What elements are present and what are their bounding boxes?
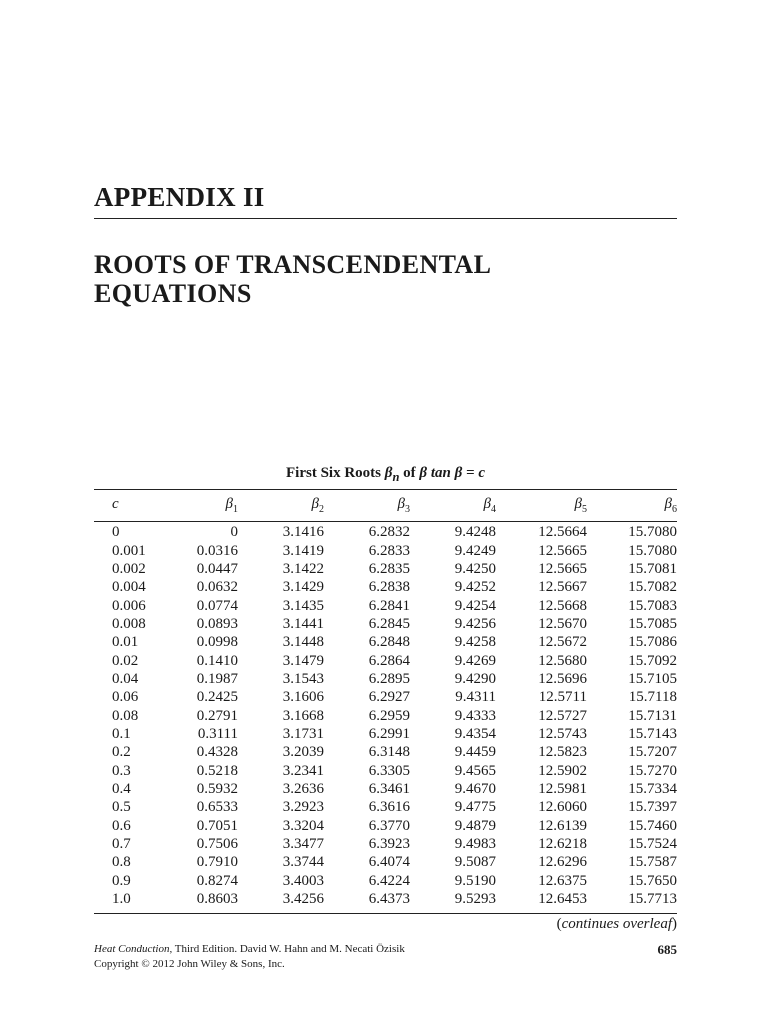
header-beta-5: $\beta_5$ — [574, 496, 587, 515]
cell-beta-1: 0.5932 — [196, 780, 238, 797]
cell-beta-1: 0.7910 — [196, 854, 238, 871]
cell-beta-1: 0.7051 — [196, 817, 238, 834]
table-row — [94, 706, 677, 724]
cell-beta-2: 3.1441 — [282, 615, 324, 632]
cell-beta-6: 15.7270 — [628, 762, 677, 779]
cell-beta-4: 9.4333 — [454, 707, 496, 724]
table-row — [94, 725, 677, 743]
chapter-title-line-2: EQUATIONS — [94, 279, 252, 308]
cell-beta-5: 12.5743 — [538, 725, 587, 742]
cell-beta-2: 3.3204 — [282, 817, 324, 834]
cell-beta-6: 15.7713 — [628, 891, 677, 908]
cell-beta-6: 15.7118 — [628, 689, 677, 706]
cell-beta-3: 6.3616 — [368, 799, 410, 816]
cell-c: 0 — [112, 524, 120, 541]
cell-beta-4: 9.4249 — [454, 542, 496, 559]
table-row — [94, 633, 677, 651]
cell-beta-1: 0.1410 — [196, 652, 238, 669]
cell-c: 0.5 — [112, 799, 131, 816]
cell-beta-6: 15.7397 — [628, 799, 677, 816]
cell-beta-4: 9.4290 — [454, 670, 496, 687]
appendix-label: APPENDIX II — [94, 182, 265, 212]
cell-beta-5: 12.6139 — [538, 817, 587, 834]
cell-beta-5: 12.5711 — [538, 689, 587, 706]
cell-beta-4: 9.4269 — [454, 652, 496, 669]
continues-text: continues overleaf — [561, 916, 672, 932]
cell-beta-3: 6.3305 — [368, 762, 410, 779]
cell-beta-3: 6.4074 — [368, 854, 410, 871]
cell-beta-5: 12.5667 — [538, 579, 587, 596]
cell-beta-3: 6.4373 — [368, 891, 410, 908]
footer-citation — [94, 942, 405, 957]
table-row — [94, 872, 677, 890]
header-beta-2: $\beta_2$ — [311, 496, 324, 515]
cell-beta-4: 9.5087 — [454, 854, 496, 871]
cell-beta-5: 12.5670 — [538, 615, 587, 632]
cell-beta-2: 3.2636 — [282, 780, 324, 797]
continues-note: (continues overleaf) — [556, 916, 677, 932]
cell-beta-1: 0.4328 — [196, 744, 238, 761]
cell-beta-4: 9.5293 — [454, 891, 496, 908]
page-footer — [94, 942, 405, 972]
cell-beta-3: 6.2848 — [368, 634, 410, 651]
cell-c: 0.8 — [112, 854, 131, 871]
cell-c: 0.01 — [112, 634, 139, 651]
cell-beta-2: 3.1448 — [282, 634, 324, 651]
cell-beta-1: 0.0893 — [196, 615, 238, 632]
cell-beta-4: 9.4250 — [454, 560, 496, 577]
cell-c: 0.04 — [112, 670, 139, 687]
cell-beta-2: 3.1422 — [282, 560, 324, 577]
cell-beta-3: 6.2833 — [368, 542, 410, 559]
cell-beta-1: 0 — [230, 524, 238, 541]
cell-beta-5: 12.5668 — [538, 597, 587, 614]
header-beta-4: $\beta_4$ — [483, 496, 496, 515]
chapter-title — [94, 250, 491, 308]
cell-beta-5: 12.5665 — [538, 542, 587, 559]
cell-beta-2: 3.2923 — [282, 799, 324, 816]
cell-beta-1: 0.6533 — [196, 799, 238, 816]
cell-c: 0.7 — [112, 836, 131, 853]
table-row — [94, 541, 677, 559]
cell-beta-4: 9.4983 — [454, 836, 496, 853]
cell-beta-5: 12.5823 — [538, 744, 587, 761]
cell-beta-5: 12.5727 — [538, 707, 587, 724]
cell-beta-4: 9.4256 — [454, 615, 496, 632]
cell-beta-3: 6.2895 — [368, 670, 410, 687]
cell-beta-3: 6.2991 — [368, 725, 410, 742]
cell-beta-3: 6.2959 — [368, 707, 410, 724]
cell-beta-2: 3.3744 — [282, 854, 324, 871]
cell-c: 0.001 — [112, 542, 146, 559]
cell-beta-6: 15.7650 — [628, 872, 677, 889]
table-row — [94, 853, 677, 871]
cell-beta-6: 15.7131 — [628, 707, 677, 724]
cell-beta-2: 3.2341 — [282, 762, 324, 779]
cell-c: 0.06 — [112, 689, 139, 706]
cell-beta-5: 12.5696 — [538, 670, 587, 687]
cell-beta-6: 15.7587 — [628, 854, 677, 871]
cell-beta-6: 15.7080 — [628, 542, 677, 559]
cell-beta-6: 15.7082 — [628, 579, 677, 596]
footer-copyright: Copyright © 2012 John Wiley & Sons, Inc. — [94, 958, 285, 970]
table-row — [94, 817, 677, 835]
cell-beta-4: 9.4311 — [455, 689, 496, 706]
header-c: c — [112, 496, 119, 512]
cell-c: 0.006 — [112, 597, 146, 614]
table-row — [94, 890, 677, 908]
roots-table — [94, 496, 677, 908]
cell-c: 0.1 — [112, 725, 131, 742]
cell-c: 0.004 — [112, 579, 146, 596]
cell-beta-4: 9.5190 — [454, 872, 496, 889]
cell-beta-2: 3.1416 — [282, 524, 324, 541]
cell-c: 0.02 — [112, 652, 139, 669]
table-row — [94, 743, 677, 761]
cell-c: 0.6 — [112, 817, 131, 834]
header-beta-3: $\beta_3$ — [397, 496, 410, 515]
cell-beta-2: 3.1429 — [282, 579, 324, 596]
cell-beta-1: 0.2791 — [196, 707, 238, 724]
cell-beta-6: 15.7334 — [628, 780, 677, 797]
caption-of: of — [399, 465, 420, 481]
table-row — [94, 596, 677, 614]
cell-beta-5: 12.6453 — [538, 891, 587, 908]
cell-beta-1: 0.8274 — [196, 872, 238, 889]
cell-beta-6: 15.7207 — [628, 744, 677, 761]
cell-c: 0.008 — [112, 615, 146, 632]
cell-beta-6: 15.7524 — [628, 836, 677, 853]
table-bottom-rule — [94, 913, 677, 914]
cell-c: 1.0 — [112, 891, 131, 908]
cell-beta-3: 6.2841 — [368, 597, 410, 614]
table-caption — [94, 465, 677, 485]
cell-beta-2: 3.1479 — [282, 652, 324, 669]
cell-beta-4: 9.4879 — [454, 817, 496, 834]
cell-beta-5: 12.5672 — [538, 634, 587, 651]
cell-beta-3: 6.3461 — [368, 780, 410, 797]
table-header-row — [94, 496, 677, 521]
cell-c: 0.3 — [112, 762, 131, 779]
cell-beta-5: 12.5902 — [538, 762, 587, 779]
table-row — [94, 615, 677, 633]
cell-beta-3: 6.2835 — [368, 560, 410, 577]
cell-c: 0.08 — [112, 707, 139, 724]
cell-beta-4: 9.4565 — [454, 762, 496, 779]
cell-beta-6: 15.7085 — [628, 615, 677, 632]
cell-beta-4: 9.4775 — [454, 799, 496, 816]
table-row — [94, 761, 677, 779]
cell-beta-2: 3.4256 — [282, 891, 324, 908]
cell-beta-1: 0.0447 — [196, 560, 238, 577]
cell-beta-6: 15.7083 — [628, 597, 677, 614]
table-row — [94, 578, 677, 596]
cell-beta-1: 0.7506 — [196, 836, 238, 853]
table-row — [94, 521, 677, 541]
cell-beta-1: 0.0316 — [196, 542, 238, 559]
cell-beta-3: 6.2864 — [368, 652, 410, 669]
cell-beta-3: 6.2838 — [368, 579, 410, 596]
table-row — [94, 670, 677, 688]
table-top-rule — [94, 489, 677, 490]
cell-beta-3: 6.4224 — [368, 872, 410, 889]
cell-beta-6: 15.7460 — [628, 817, 677, 834]
cell-beta-1: 0.2425 — [196, 689, 238, 706]
caption-equation: β tan β = c — [419, 465, 485, 481]
cell-beta-1: 0.5218 — [196, 762, 238, 779]
cell-beta-1: 0.8603 — [196, 891, 238, 908]
cell-beta-5: 12.5664 — [538, 524, 587, 541]
cell-beta-2: 3.2039 — [282, 744, 324, 761]
table-row — [94, 688, 677, 706]
cell-beta-6: 15.7080 — [628, 524, 677, 541]
cell-beta-3: 6.3770 — [368, 817, 410, 834]
cell-beta-4: 9.4252 — [454, 579, 496, 596]
cell-beta-4: 9.4254 — [454, 597, 496, 614]
table-row — [94, 651, 677, 669]
footer-edition-authors: Third Edition. David W. Hahn and M. Necati Özisik — [172, 943, 405, 955]
cell-beta-5: 12.5680 — [538, 652, 587, 669]
cell-beta-4: 9.4258 — [454, 634, 496, 651]
cell-beta-6: 15.7092 — [628, 652, 677, 669]
cell-beta-6: 15.7086 — [628, 634, 677, 651]
cell-beta-4: 9.4248 — [454, 524, 496, 541]
cell-beta-3: 6.3148 — [368, 744, 410, 761]
cell-beta-3: 6.2845 — [368, 615, 410, 632]
cell-beta-2: 3.1668 — [282, 707, 324, 724]
header-beta-1: $\beta_1$ — [225, 496, 238, 515]
cell-beta-6: 15.7143 — [628, 725, 677, 742]
cell-beta-6: 15.7105 — [628, 670, 677, 687]
caption-prefix: First Six Roots — [286, 465, 385, 481]
caption-beta: β — [384, 465, 393, 481]
cell-beta-5: 12.6375 — [538, 872, 587, 889]
cell-beta-1: 0.1987 — [196, 670, 238, 687]
cell-beta-5: 12.6060 — [538, 799, 587, 816]
cell-beta-5: 12.5665 — [538, 560, 587, 577]
chapter-title-line-1: ROOTS OF TRANSCENDENTAL — [94, 250, 492, 279]
cell-beta-2: 3.1543 — [282, 670, 324, 687]
cell-beta-2: 3.1606 — [282, 689, 324, 706]
table-row — [94, 780, 677, 798]
caption-n: n — [392, 470, 400, 484]
cell-beta-4: 9.4354 — [454, 725, 496, 742]
cell-c: 0.2 — [112, 744, 131, 761]
cell-beta-1: 0.0632 — [196, 579, 238, 596]
cell-beta-5: 12.6218 — [538, 836, 587, 853]
table-row — [94, 560, 677, 578]
header-beta-6: $\beta_6$ — [664, 496, 677, 515]
cell-beta-4: 9.4459 — [454, 744, 496, 761]
appendix-divider — [94, 218, 677, 219]
cell-beta-5: 12.6296 — [538, 854, 587, 871]
page-number: 685 — [657, 942, 677, 957]
cell-c: 0.9 — [112, 872, 131, 889]
cell-c: 0.4 — [112, 780, 131, 797]
cell-beta-6: 15.7081 — [628, 560, 677, 577]
cell-beta-4: 9.4670 — [454, 780, 496, 797]
cell-beta-2: 3.1435 — [282, 597, 324, 614]
cell-beta-3: 6.2832 — [368, 524, 410, 541]
table-row — [94, 798, 677, 816]
cell-beta-1: 0.0998 — [196, 634, 238, 651]
cell-beta-2: 3.4003 — [282, 872, 324, 889]
cell-beta-1: 0.0774 — [196, 597, 238, 614]
cell-beta-2: 3.1419 — [282, 542, 324, 559]
cell-c: 0.002 — [112, 560, 146, 577]
cell-beta-3: 6.3923 — [368, 836, 410, 853]
table-row — [94, 835, 677, 853]
cell-beta-2: 3.3477 — [282, 836, 324, 853]
cell-beta-1: 0.3111 — [197, 725, 238, 742]
cell-beta-5: 12.5981 — [538, 780, 587, 797]
cell-beta-2: 3.1731 — [282, 725, 324, 742]
footer-book-title: Heat Conduction, — [94, 943, 173, 955]
cell-beta-3: 6.2927 — [368, 689, 410, 706]
table-body — [94, 521, 677, 908]
